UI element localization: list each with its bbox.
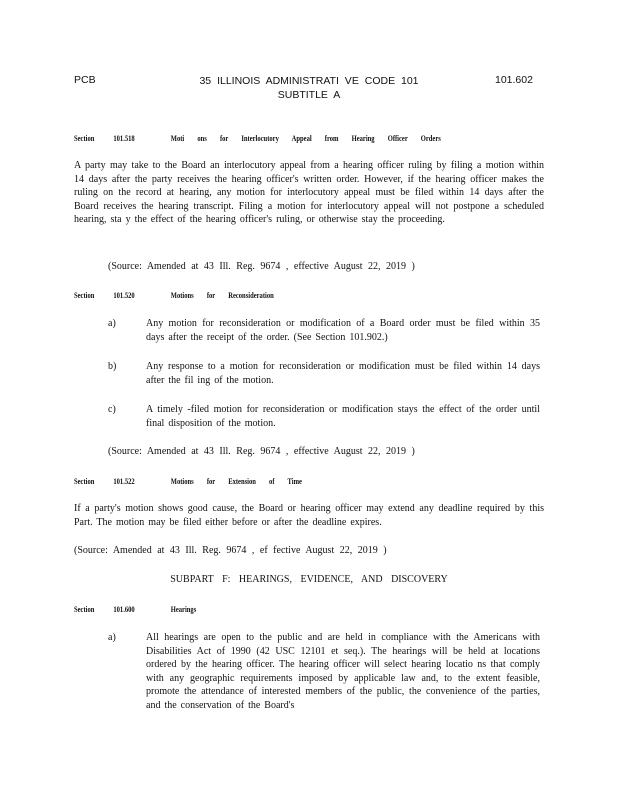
- section-heading-101-520: [74, 291, 274, 300]
- header-left: PCB: [74, 74, 96, 86]
- source-note-101-518: (Source: Amended at 43 Ill. Reg. 9674 , effective August 22, 2019 ): [108, 261, 415, 272]
- section-title: Motions for Extension of Time: [170, 477, 302, 486]
- section-title: Moti ons for Interlocutory Appeal from Hearing Officer Orders: [170, 134, 441, 143]
- section-label: Section: [74, 477, 95, 486]
- item-text: Any motion for reconsideration or modification of a Board order must be filed within 35 days after the receipt of the order. (See Section 101.902.): [146, 318, 540, 343]
- section-number: 101.518: [113, 134, 135, 143]
- section-number: 101.522: [113, 477, 135, 486]
- paragraph-101-518: A party may take to the Board an interlocutory appeal from a hearing officer ruling by filing a motion within 14 days after the party receives the hearing officer's written order. However, if the hearing officer makes the ruling on the record at hearing, any motion for interlocutory appeal must be filed within 14 days after the Board receives the hearing transcript. Filing a motion for interlocutory appeal will not postpone a scheduled hearing, sta y the effect of the hearing officer's ruling, or otherwise stay the proceeding.: [74, 160, 544, 226]
- section-label: Section: [74, 291, 95, 300]
- subpart-heading: SUBPART F: HEARINGS, EVIDENCE, AND DISCOVERY: [170, 574, 448, 585]
- item-label: b): [108, 361, 117, 372]
- source-note-101-520: (Source: Amended at 43 Ill. Reg. 9674 , effective August 22, 2019 ): [108, 446, 415, 457]
- item-label: a): [108, 318, 116, 329]
- item-text: Any response to a motion for reconsideration or modification must be filed within 14 days after the fil ing of the motion.: [146, 361, 540, 386]
- section-label: Section: [74, 134, 95, 143]
- header-subtitle: SUBTITLE A: [277, 89, 341, 101]
- header-title: 35 ILLINOIS ADMINISTRATI VE CODE 101: [199, 75, 419, 87]
- section-heading-101-518: [74, 134, 441, 143]
- item-text: All hearings are open to the public and are held in compliance with the Americans with Disabilities Act of 1990 (42 USC 12101 et seq.). The hearings will be held at locations ordered by the hearing officer. The hearing officer will select hearing locatio ns that comply with any geographic requirements imposed by applicable law and, to the extent feasible, promote the attendance of interested members of the public, the convenience of the parties, and the conservation of the Board's: [146, 632, 540, 711]
- item-label: c): [108, 404, 116, 415]
- item-label: a): [108, 632, 116, 643]
- source-note-101-522: (Source: Amended at 43 Ill. Reg. 9674 , ef fective August 22, 2019 ): [74, 545, 387, 556]
- section-number: 101.520: [113, 291, 135, 300]
- header-right: 101.602: [495, 74, 533, 86]
- section-title: Motions for Reconsideration: [170, 291, 274, 300]
- paragraph-101-522: If a party's motion shows good cause, the Board or hearing officer may extend any deadline required by this Part. The motion may be filed either before or after the deadline expires.: [74, 503, 544, 528]
- section-heading-101-600: [74, 605, 196, 614]
- item-text: A timely -filed motion for reconsideration or modification stays the effect of the order until final disposition of the motion.: [146, 404, 540, 429]
- section-title: Hearings: [170, 605, 197, 614]
- section-number: 101.600: [113, 605, 135, 614]
- section-label: Section: [74, 605, 95, 614]
- section-heading-101-522: [74, 477, 302, 486]
